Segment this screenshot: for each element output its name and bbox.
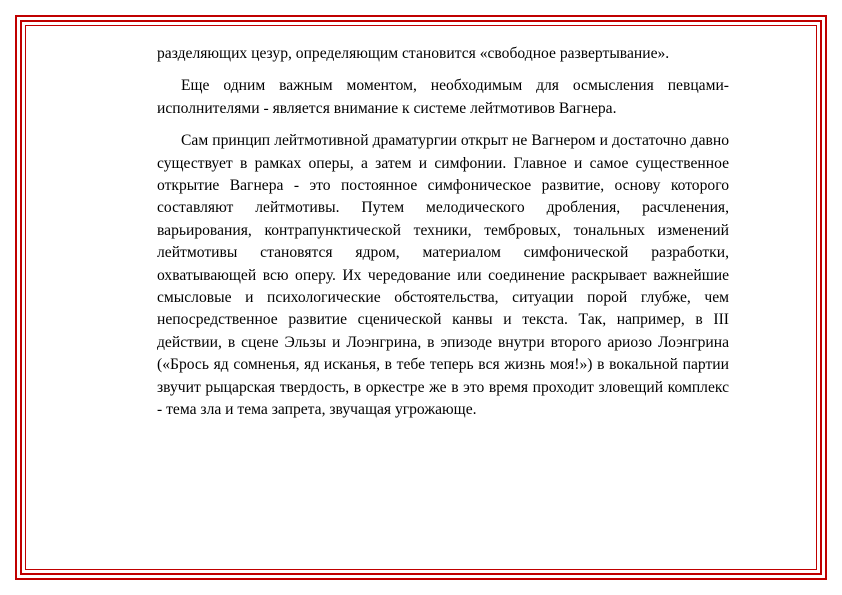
text-body <box>157 43 729 432</box>
paragraph-leitmotif-dramaturgy: Сам принцип лейтмотивной драматургии открыт не Вагнером и достаточно давно существует в рамках оперы, а затем и симфонии. Главное и самое существенное открытие Вагнера - это постоянное симфоническое развитие, основу которого составляют лейтмотивы. Путем мелодического дробления, расчленения, варьирования, контрапунктической техники, тембровых, тональных изменений лейтмотивы становятся ядром, материалом симфонической разработки, охватывающей всю оперу. Их чередование или соединение раскрывает важнейшие смысловые и психологические обстоятельства, ситуации порой глубже, чем непосредственное развитие сценической канвы и текста. Так, например, в III действии, в сцене Эльзы и Лоэнгрина, в эпизоде внутри второго ариозо Лоэнгрина («Брось яд сомненья, яд исканья, в тебе теперь вся жизнь моя!») в вокальной партии звучит рыцарская твердость, в оркестре же в это время проходит зловещий комплекс - тема зла и тема запрета, звучащая угрожающе. <box>157 132 729 419</box>
paragraph-leitmotif-intro: Еще одним важным моментом, необходимым для осмысления певцами-исполнителями - является внимание к системе лейтмотивов Вагнера. <box>157 77 729 117</box>
paragraph-continuation: разделяющих цезур, определяющим становится «свободное развертывание». <box>157 45 670 62</box>
